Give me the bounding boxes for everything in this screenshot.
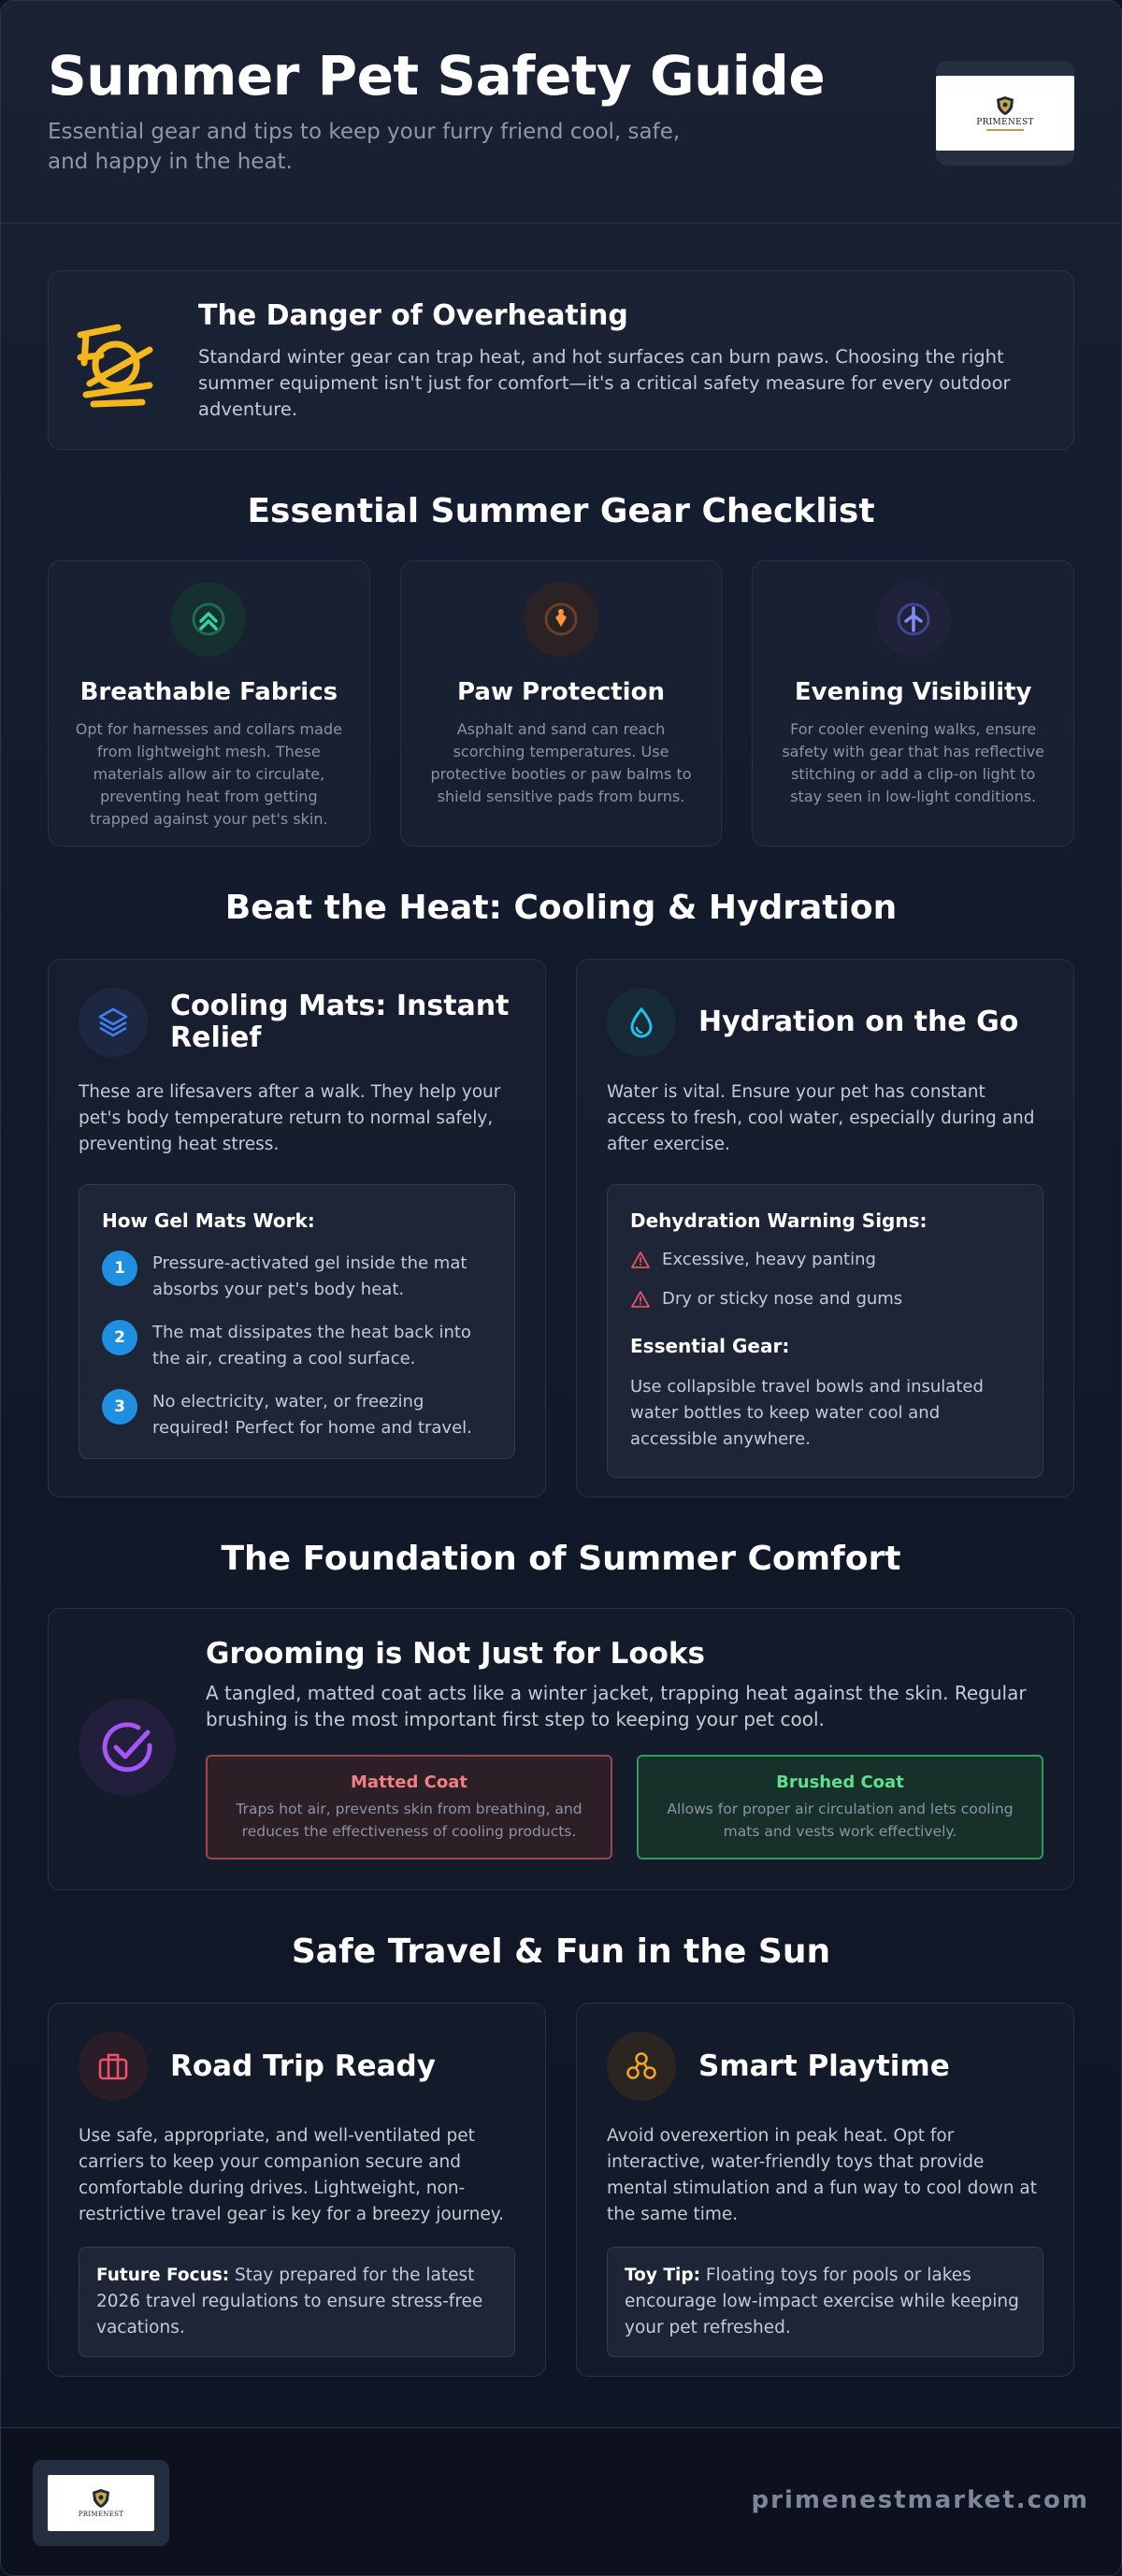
paw-shield-icon xyxy=(542,601,580,638)
travel-row xyxy=(48,2003,1074,2377)
step-text: The mat dissipates the heat back into the air, creating a cool surface. xyxy=(152,1323,471,1368)
danger-text: Standard winter gear can trap heat, and hot surfaces can burn paws. Choosing the right summer equipment isn't just for comfort—it's a critical safety measure for every outdoor adventure. xyxy=(198,346,1011,420)
gear-icon-circle xyxy=(524,582,598,657)
card-header xyxy=(79,988,515,1057)
road-trip-card xyxy=(48,2003,546,2377)
tip-label: Future Focus: xyxy=(96,2265,230,2285)
main-content xyxy=(1,270,1121,2377)
gear-title: Paw Protection xyxy=(457,678,665,706)
box-title: Dehydration Warning Signs: xyxy=(630,1209,928,1232)
step-number: 2 xyxy=(102,1320,137,1355)
tip-text: Stay prepared for the latest 2026 travel regulations to ensure stress-free vacations. xyxy=(96,2265,483,2337)
card-title: Road Trip Ready xyxy=(170,2049,436,2083)
gear-card-visibility xyxy=(752,560,1074,847)
card-title: Smart Playtime xyxy=(698,2049,950,2083)
page-subtitle: Essential gear and tips to keep your furry friend cool, safe, and happy in the heat. xyxy=(48,120,681,174)
step-text: Pressure-activated gel inside the mat absorbs your pet's body heat. xyxy=(152,1253,468,1299)
coat-title: Matted Coat xyxy=(351,1773,468,1792)
header xyxy=(1,1,1121,224)
card-text: A tangled, matted coat acts like a winter jacket, trapping heat against the skin. Regular brushing is the most important first step to keeping your pet cool. xyxy=(206,1682,1027,1730)
gear-icon-circle xyxy=(171,582,246,657)
logo-underline xyxy=(986,129,1024,131)
cooling-mats-card xyxy=(48,959,546,1498)
gear-text: Opt for harnesses and collars made from lightweight mesh. These materials allow air to circulate, preventing heat from getting trapped against your pet's skin. xyxy=(75,720,342,828)
wind-up-icon xyxy=(190,601,227,638)
grooming-card xyxy=(48,1608,1074,1890)
water-drop-icon xyxy=(623,1004,660,1041)
step-item xyxy=(102,1251,492,1303)
icon-circle xyxy=(79,988,148,1057)
card-title: Hydration on the Go xyxy=(698,1006,1019,1038)
brand-logo[interactable] xyxy=(936,61,1074,166)
gear-title: Evening Visibility xyxy=(794,678,1032,706)
gear-subtitle: Essential Gear: xyxy=(630,1335,790,1357)
logo-wordmark: PRIMENEST xyxy=(976,118,1034,127)
gear-list xyxy=(48,560,1074,847)
warning-text: Dry or sticky nose and gums xyxy=(662,1289,903,1309)
danger-title: The Danger of Overheating xyxy=(198,299,628,332)
site-link[interactable]: primenestmarket.com xyxy=(751,2486,1089,2514)
gear-title: Breathable Fabrics xyxy=(79,678,338,706)
gear-text: For cooler evening walks, ensure safety with gear that has reflective stitching or add a clip-on light to stay seen in low-light conditions. xyxy=(782,720,1045,805)
gear-section-title: Essential Summer Gear Checklist xyxy=(247,492,875,530)
cooling-section-title: Beat the Heat: Cooling & Hydration xyxy=(224,889,898,927)
step-number: 1 xyxy=(102,1251,137,1286)
card-text: Water is vital. Ensure your pet has constant access to fresh, cool water, especially during and after exercise. xyxy=(607,1082,1035,1154)
gear-card-breathable xyxy=(48,560,370,847)
coat-title: Brushed Coat xyxy=(776,1773,904,1792)
tip-box xyxy=(79,2247,515,2357)
cooling-row xyxy=(48,959,1074,1498)
briefcase-icon xyxy=(94,2048,132,2085)
gear-icon-circle xyxy=(876,582,951,657)
card-text: Avoid overexertion in peak heat. Opt for interactive, water-friendly toys that provide mental stimulation and a fun way to cool down at the same time. xyxy=(607,2126,1038,2224)
coat-text: Allows for proper air circulation and lets cooling mats and vests work effectively. xyxy=(667,1801,1014,1840)
card-text: These are lifesavers after a walk. They help your pet's body temperature return to normal safely, preventing heat stress. xyxy=(79,1082,501,1154)
dehydration-box xyxy=(607,1184,1043,1478)
card-header xyxy=(79,2032,515,2101)
visibility-icon xyxy=(895,601,932,638)
warning-item xyxy=(630,1286,1020,1312)
card-text: Use safe, appropriate, and well-ventilated pet carriers to keep your companion secure and comfortable during drives. Lightweight, non-restrictive travel gear is key for a breezy journey. xyxy=(79,2126,504,2224)
step-item xyxy=(102,1320,492,1372)
icon-circle xyxy=(607,988,676,1057)
box-title: How Gel Mats Work: xyxy=(102,1209,315,1232)
no-fire-icon xyxy=(75,316,161,410)
matted-coat-box xyxy=(206,1755,612,1860)
warning-icon xyxy=(630,1290,651,1309)
page-title: Summer Pet Safety Guide xyxy=(48,44,826,108)
tip-box xyxy=(607,2247,1043,2357)
brushed-coat-box xyxy=(637,1755,1043,1860)
card-header xyxy=(607,988,1043,1057)
card-header xyxy=(607,2032,1043,2101)
travel-section-title: Safe Travel & Fun in the Sun xyxy=(291,1932,831,1971)
danger-card xyxy=(48,270,1074,450)
coat-text: Traps hot air, prevents skin from breathing, and reduces the effectiveness of cooling products. xyxy=(236,1801,583,1840)
icon-circle xyxy=(607,2032,676,2101)
footer-logo[interactable] xyxy=(33,2460,169,2546)
card-title: Grooming is Not Just for Looks xyxy=(206,1637,705,1671)
card-title: Cooling Mats: Instant Relief xyxy=(170,990,510,1054)
tip-label: Toy Tip: xyxy=(625,2265,700,2285)
icon-circle xyxy=(79,2032,148,2101)
logo-image xyxy=(936,76,1074,151)
step-number: 3 xyxy=(102,1389,137,1425)
gear-text: Asphalt and sand can reach scorching temperatures. Use protective booties or paw balms to shield sensitive pads from burns. xyxy=(430,720,692,805)
gel-mats-box xyxy=(79,1184,515,1459)
playtime-card xyxy=(576,2003,1074,2377)
coat-comparison xyxy=(206,1755,1043,1860)
logo-image xyxy=(48,2475,154,2531)
icon-circle xyxy=(79,1699,176,1796)
tip-text: Floating toys for pools or lakes encourage low-impact exercise while keeping your pet refreshed. xyxy=(625,2265,1019,2337)
foundation-section-title: The Foundation of Summer Comfort xyxy=(221,1540,901,1578)
shield-logo-icon xyxy=(92,2488,110,2509)
step-text: No electricity, water, or freezing required! Perfect for home and travel. xyxy=(152,1392,472,1438)
molecule-icon xyxy=(623,2048,660,2085)
shield-logo-icon xyxy=(996,95,1014,116)
warning-icon xyxy=(630,1251,651,1269)
hydration-card xyxy=(576,959,1074,1498)
warning-item xyxy=(630,1247,1020,1273)
step-item xyxy=(102,1389,492,1441)
layers-icon xyxy=(94,1004,132,1041)
gear-card-paw xyxy=(400,560,723,847)
gear-text: Use collapsible travel bowls and insulated water bottles to keep water cool and accessible anywhere. xyxy=(630,1377,984,1449)
check-circle-icon xyxy=(97,1717,157,1777)
footer xyxy=(1,2427,1122,2576)
warning-text: Excessive, heavy panting xyxy=(662,1250,876,1269)
logo-wordmark: PRIMENEST xyxy=(78,2511,124,2518)
